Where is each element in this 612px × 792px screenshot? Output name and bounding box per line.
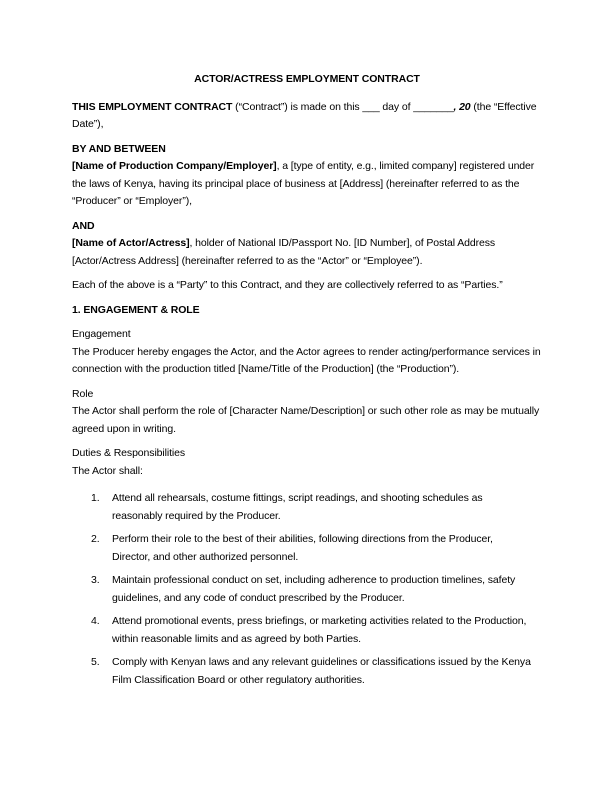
role-text: The Actor shall perform the role of [Character Name/Description] or such other role as may be mutually agreed upon in writing. (72, 405, 540, 435)
list-item (72, 490, 542, 525)
list-item-number: 2. (91, 533, 100, 545)
duties-intro: The Actor shall: (72, 464, 143, 477)
list-item-text: Perform their role to the best of their abilities, following directions from the Producer, Director, and other authorized personnel. (112, 533, 493, 563)
actor-name: [Name of Actor/Actress] (72, 237, 190, 249)
engagement-label: Engagement (72, 328, 131, 340)
list-item-text: Maintain professional conduct on set, including adherence to production timelines, safety guidelines, and any code of conduct prescribed by the Producer. (112, 574, 516, 604)
employer-text: , a [type of entity, e.g., limited company] registered under the laws of Kenya, having its principal place of business at [Address] (hereinafter referred to as the “Producer” or “Employer”), (72, 160, 535, 207)
list-item-text: Attend promotional events, press briefings, or marketing activities related to the Production, within reasonable limits and as agreed by both Parties. (112, 615, 527, 645)
actor-paragraph (72, 235, 542, 270)
employer-paragraph (72, 158, 542, 211)
between-heading: BY AND BETWEEN (72, 142, 166, 155)
section-1-heading: 1. ENGAGEMENT & ROLE (72, 303, 200, 316)
list-item-number: 1. (91, 492, 100, 504)
list-item (72, 654, 542, 689)
duties-list (72, 490, 542, 689)
list-item-number: 3. (91, 574, 100, 586)
actor-text: , holder of National ID/Passport No. [ID Number], of Postal Address [Actor/Actress Address] (hereinafter referred to as the “Actor” or “Employee”). (72, 237, 496, 267)
list-item (72, 572, 542, 607)
role-label: Role (72, 387, 94, 400)
engagement-text: The Producer hereby engages the Actor, and the Actor agrees to render acting/performance services in connection with the production titled [Name/Title of the Production] (the “Production”). (72, 345, 541, 375)
intro-text-end: (the “Effective Date”), (72, 100, 537, 130)
duties-label: Duties & Responsibilities (72, 447, 186, 459)
employer-name: [Name of Production Company/Employer] (72, 160, 277, 172)
document-body (72, 71, 542, 695)
intro-paragraph (72, 99, 542, 134)
list-item (72, 531, 542, 566)
intro-bold-lead: THIS EMPLOYMENT CONTRACT (72, 100, 233, 113)
and-heading: AND (72, 219, 95, 232)
document-title: ACTOR/ACTRESS EMPLOYMENT CONTRACT (194, 73, 420, 85)
intro-text: (“Contract”) is made on this ___ day of _______ (232, 100, 454, 113)
list-item-number: 5. (91, 656, 100, 668)
list-item-text: Attend all rehearsals, costume fittings, script readings, and shooting schedules as reasonably required by the Producer. (112, 492, 483, 522)
intro-year: , 20 (453, 100, 471, 113)
list-item-text: Comply with Kenyan laws and any relevant guidelines or classifications issued by the Kenya Film Classification Board or other regulatory authorities. (112, 656, 531, 686)
list-item-number: 4. (91, 615, 100, 627)
list-item (72, 613, 542, 648)
parties-paragraph: Each of the above is a “Party” to this Contract, and they are collectively referred to as “Parties.” (72, 279, 503, 291)
